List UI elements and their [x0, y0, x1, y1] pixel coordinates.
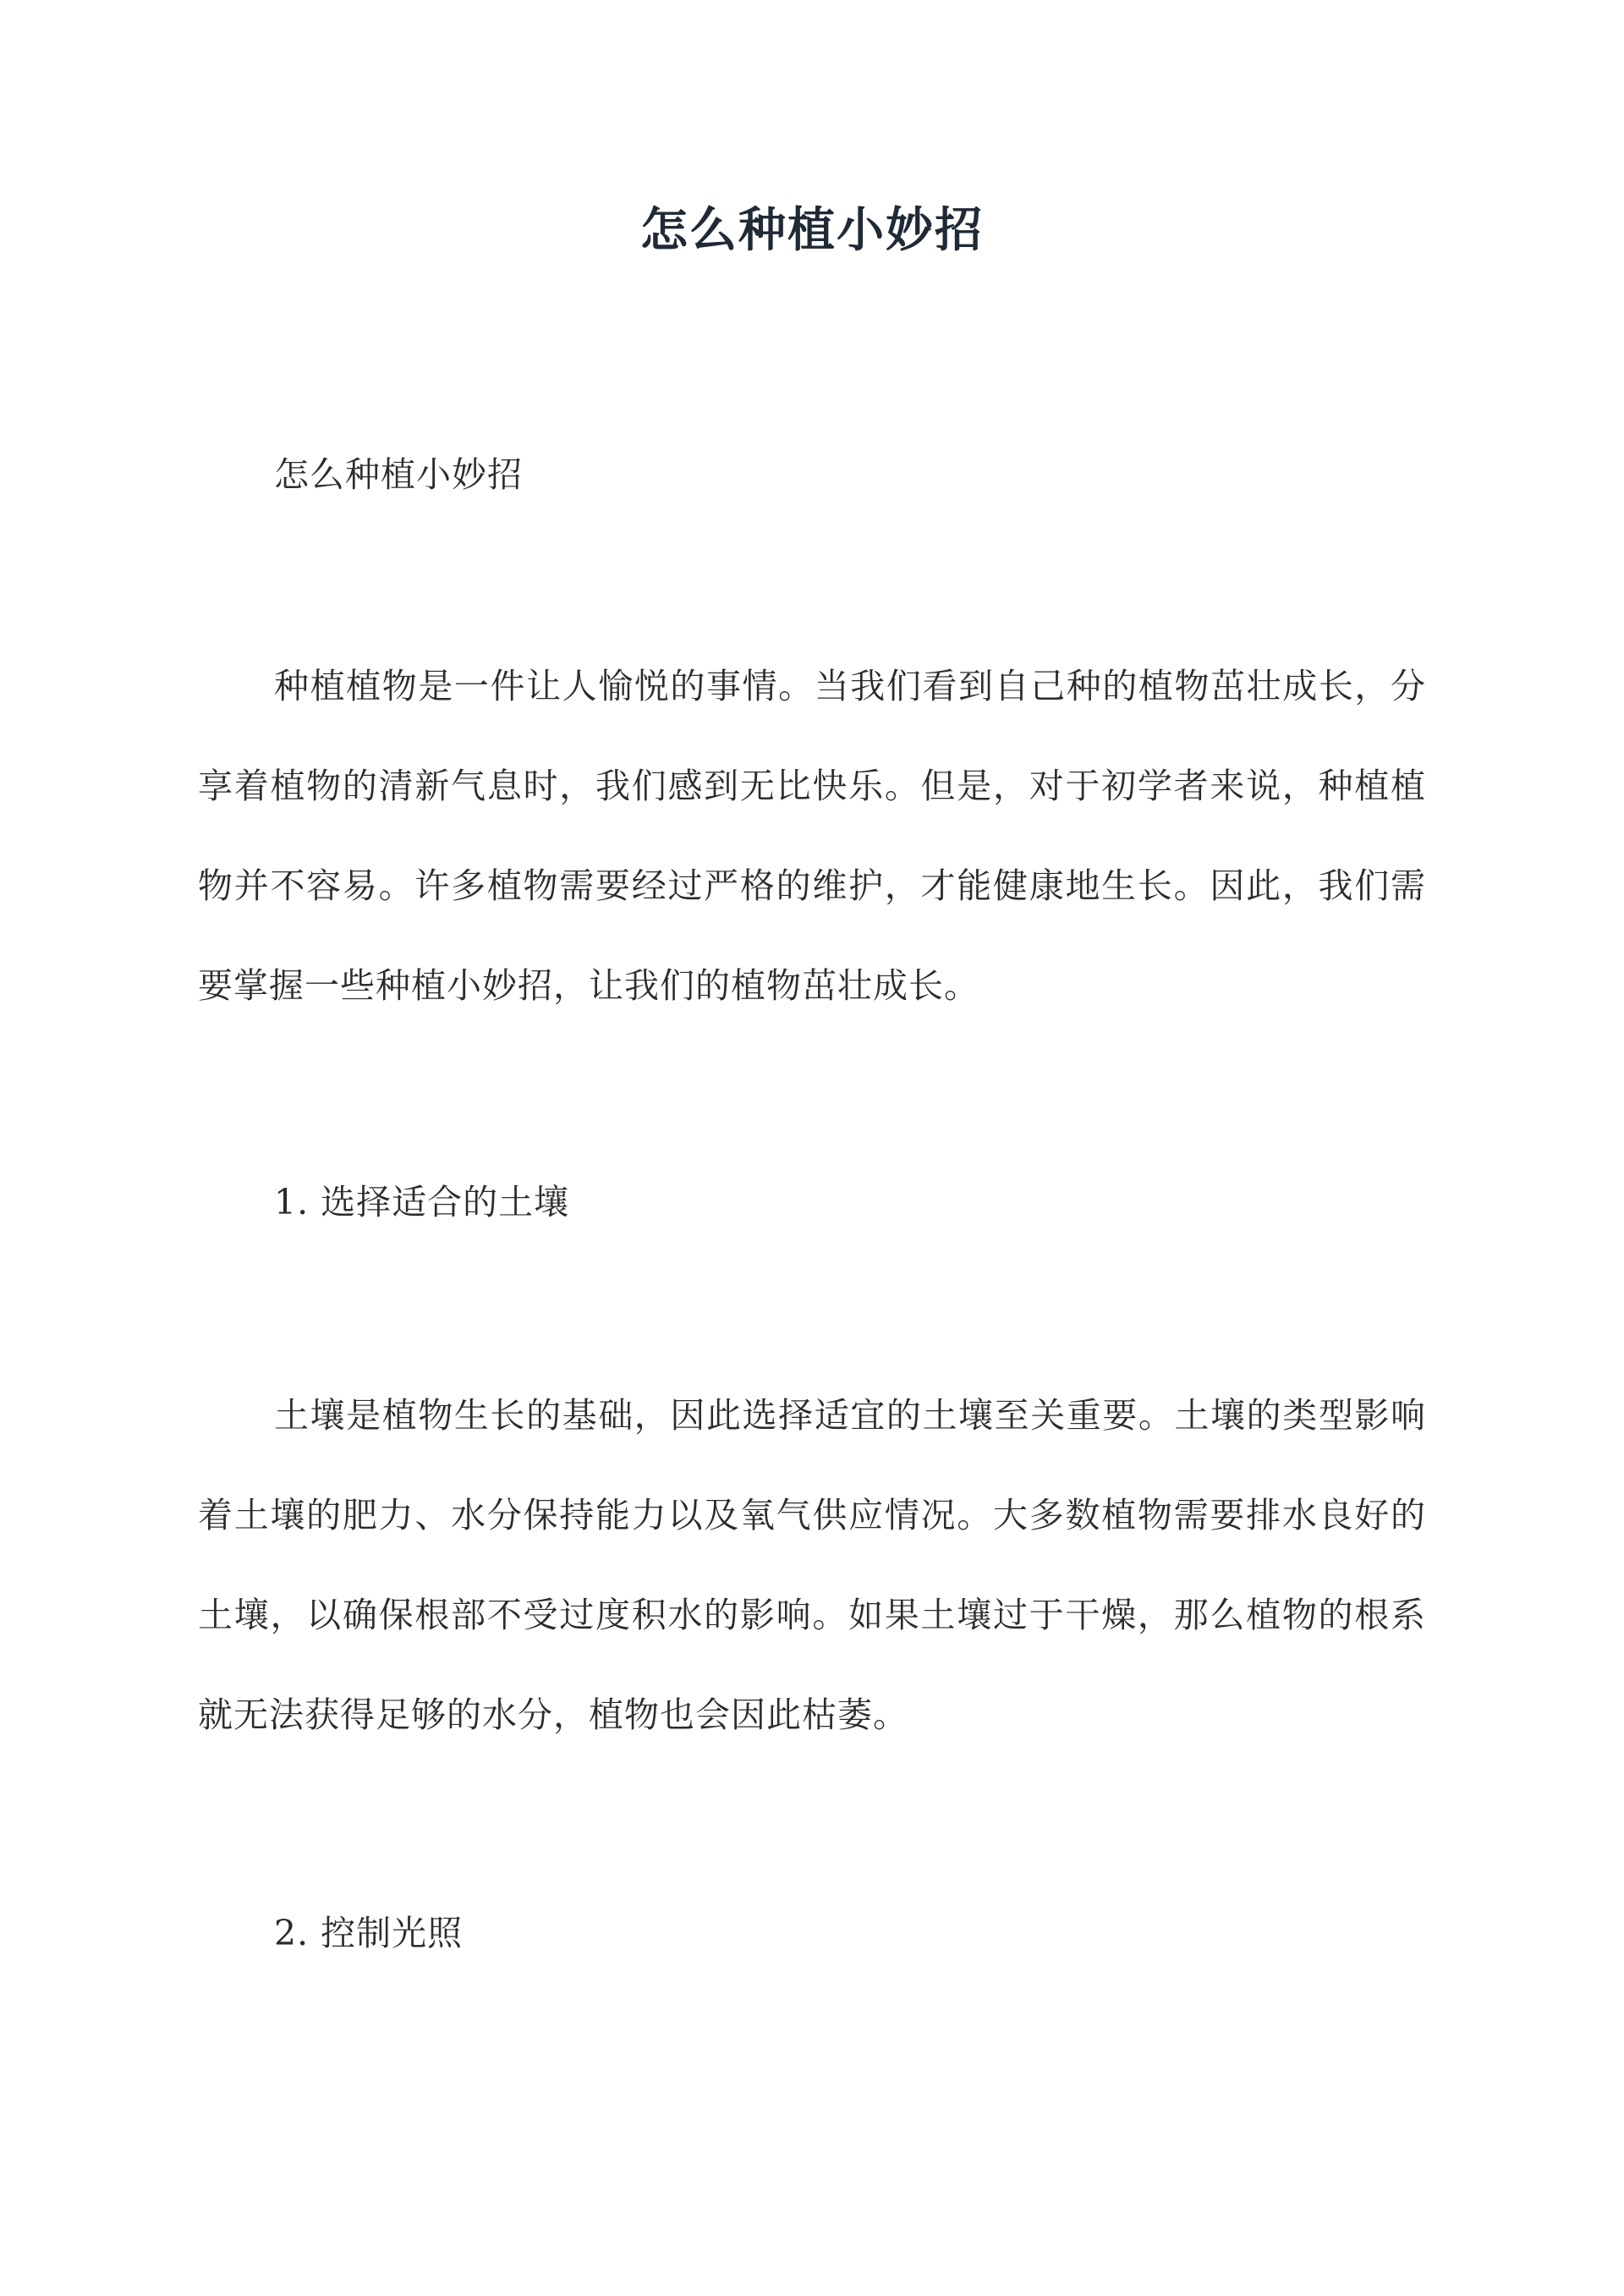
section-paragraph-soil: 土壤是植物生长的基础，因此选择适宜的土壤至关重要。土壤的类型影响着土壤的肥力、水分保持能力以及氧气供应情况。大多数植物需要排水良好的土壤，以确保根部不受过度积水的影响。如果土壤过于干燥，那么植物的根系就无法获得足够的水分，植物也会因此枯萎。 [198, 1395, 1426, 1735]
intro-paragraph: 种植植物是一件让人愉悦的事情。当我们看到自己种的植物茁壮成长，分享着植物的清新气息时，我们感到无比快乐。但是，对于初学者来说，种植植物并不容易。许多植物需要经过严格的维护，才能健康地生长。因此，我们需要掌握一些种植小妙招，让我们的植物茁壮成长。 [198, 666, 1426, 1006]
section-heading-soil: 1. 选择适合的土壤 [274, 1182, 570, 1222]
document-title: 怎么种植小妙招 [640, 202, 984, 258]
section-heading-light: 2. 控制光照 [274, 1913, 464, 1953]
document-subtitle: 怎么种植小妙招 [274, 454, 523, 495]
